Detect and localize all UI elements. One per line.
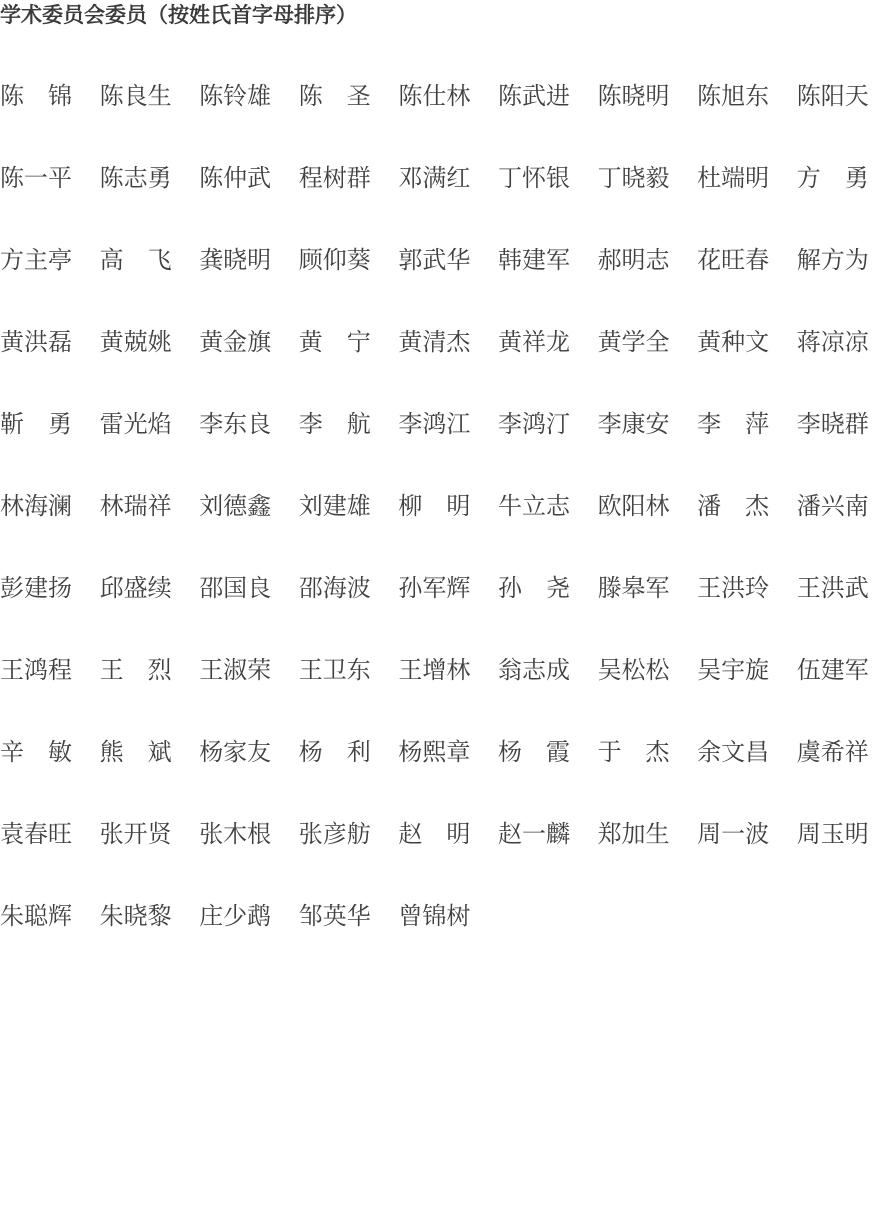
member-name: 郭武华 <box>398 246 471 274</box>
member-name: 袁春旺 <box>0 820 72 848</box>
member-name: 王鸿程 <box>0 656 72 684</box>
member-name: 王增林 <box>398 656 471 684</box>
member-name: 张彦舫 <box>298 820 371 848</box>
member-name: 程树群 <box>298 164 371 192</box>
member-name: 赵 明 <box>398 820 471 848</box>
member-name: 丁怀银 <box>497 164 570 192</box>
member-name: 陈武进 <box>497 82 570 110</box>
member-name: 陈良生 <box>99 82 172 110</box>
member-name: 王淑荣 <box>199 656 272 684</box>
member-name: 李鸿江 <box>398 410 471 438</box>
member-name: 翁志成 <box>497 656 570 684</box>
member-name: 周玉明 <box>796 820 869 848</box>
member-name: 刘建雄 <box>298 492 371 520</box>
member-name: 龚晓明 <box>199 246 272 274</box>
member-name: 伍建军 <box>796 656 869 684</box>
member-name: 杨家友 <box>199 738 272 766</box>
member-name: 王 烈 <box>99 656 172 684</box>
member-name: 李 萍 <box>697 410 770 438</box>
member-name: 熊 斌 <box>99 738 172 766</box>
member-name: 王洪玲 <box>697 574 770 602</box>
member-name: 欧阳林 <box>597 492 670 520</box>
member-name: 曾锦树 <box>398 902 471 930</box>
member-name: 方 勇 <box>796 164 869 192</box>
member-name: 邵海波 <box>298 574 371 602</box>
member-name: 李东良 <box>199 410 272 438</box>
member-name: 黄学全 <box>597 328 670 356</box>
member-name: 庄少鹉 <box>199 902 272 930</box>
member-name: 郝明志 <box>597 246 670 274</box>
member-name: 刘德鑫 <box>199 492 272 520</box>
member-name: 陈仲武 <box>199 164 272 192</box>
member-name: 靳 勇 <box>0 410 72 438</box>
member-name: 李 航 <box>298 410 371 438</box>
member-name: 邵国良 <box>199 574 272 602</box>
member-name: 于 杰 <box>597 738 670 766</box>
member-name: 方主亭 <box>0 246 72 274</box>
member-name: 林瑞祥 <box>99 492 172 520</box>
member-name: 韩建军 <box>497 246 570 274</box>
member-name: 张木根 <box>199 820 272 848</box>
member-name: 雷光焰 <box>99 410 172 438</box>
member-name: 杨熙章 <box>398 738 471 766</box>
member-name: 张开贤 <box>99 820 172 848</box>
member-names-list <box>0 74 896 976</box>
member-name: 陈一平 <box>0 164 72 192</box>
member-name: 黄兢姚 <box>99 328 172 356</box>
member-name: 杨 霞 <box>497 738 570 766</box>
member-name: 黄金旗 <box>199 328 272 356</box>
member-name: 辛 敏 <box>0 738 72 766</box>
member-name: 杜端明 <box>697 164 770 192</box>
member-name: 邹英华 <box>298 902 371 930</box>
member-name: 陈 锦 <box>0 82 72 110</box>
member-name: 邱盛续 <box>99 574 172 602</box>
member-name: 邓满红 <box>398 164 471 192</box>
member-name: 潘 杰 <box>697 492 770 520</box>
member-name: 李鸿汀 <box>497 410 570 438</box>
member-name: 丁晓毅 <box>597 164 670 192</box>
member-name: 高 飞 <box>99 246 172 274</box>
member-name: 柳 明 <box>398 492 471 520</box>
member-name: 蒋凉凉 <box>796 328 869 356</box>
member-name: 陈旭东 <box>697 82 770 110</box>
member-name: 虞希祥 <box>796 738 869 766</box>
member-name: 陈 圣 <box>298 82 371 110</box>
member-name: 滕皋军 <box>597 574 670 602</box>
member-name: 黄 宁 <box>298 328 371 356</box>
member-name: 彭建扬 <box>0 574 72 602</box>
member-name: 吴宇旋 <box>697 656 770 684</box>
member-name: 花旺春 <box>697 246 770 274</box>
member-name: 潘兴南 <box>796 492 869 520</box>
member-name: 陈阳天 <box>796 82 869 110</box>
member-name: 李晓群 <box>796 410 869 438</box>
member-name: 陈志勇 <box>99 164 172 192</box>
member-name: 陈晓明 <box>597 82 670 110</box>
member-name: 杨 利 <box>298 738 371 766</box>
member-name: 赵一麟 <box>497 820 570 848</box>
member-name: 解方为 <box>796 246 869 274</box>
member-name: 孙 尧 <box>497 574 570 602</box>
member-name: 王卫东 <box>298 656 371 684</box>
member-name: 林海澜 <box>0 492 72 520</box>
member-name: 余文昌 <box>697 738 770 766</box>
member-name: 牛立志 <box>497 492 570 520</box>
member-name: 黄洪磊 <box>0 328 72 356</box>
member-name: 孙军辉 <box>398 574 471 602</box>
member-name: 陈铃雄 <box>199 82 272 110</box>
member-name: 陈仕林 <box>398 82 471 110</box>
member-name: 黄清杰 <box>398 328 471 356</box>
member-name: 周一波 <box>697 820 770 848</box>
member-name: 黄祥龙 <box>497 328 570 356</box>
member-name: 黄种文 <box>697 328 770 356</box>
member-name: 王洪武 <box>796 574 869 602</box>
page-title: 学术委员会委员（按姓氏首字母排序） <box>0 3 357 27</box>
member-name: 李康安 <box>597 410 670 438</box>
member-name: 朱晓黎 <box>99 902 172 930</box>
member-name: 顾仰葵 <box>298 246 371 274</box>
member-name: 郑加生 <box>597 820 670 848</box>
member-name: 吴松松 <box>597 656 670 684</box>
member-name: 朱聪辉 <box>0 902 72 930</box>
